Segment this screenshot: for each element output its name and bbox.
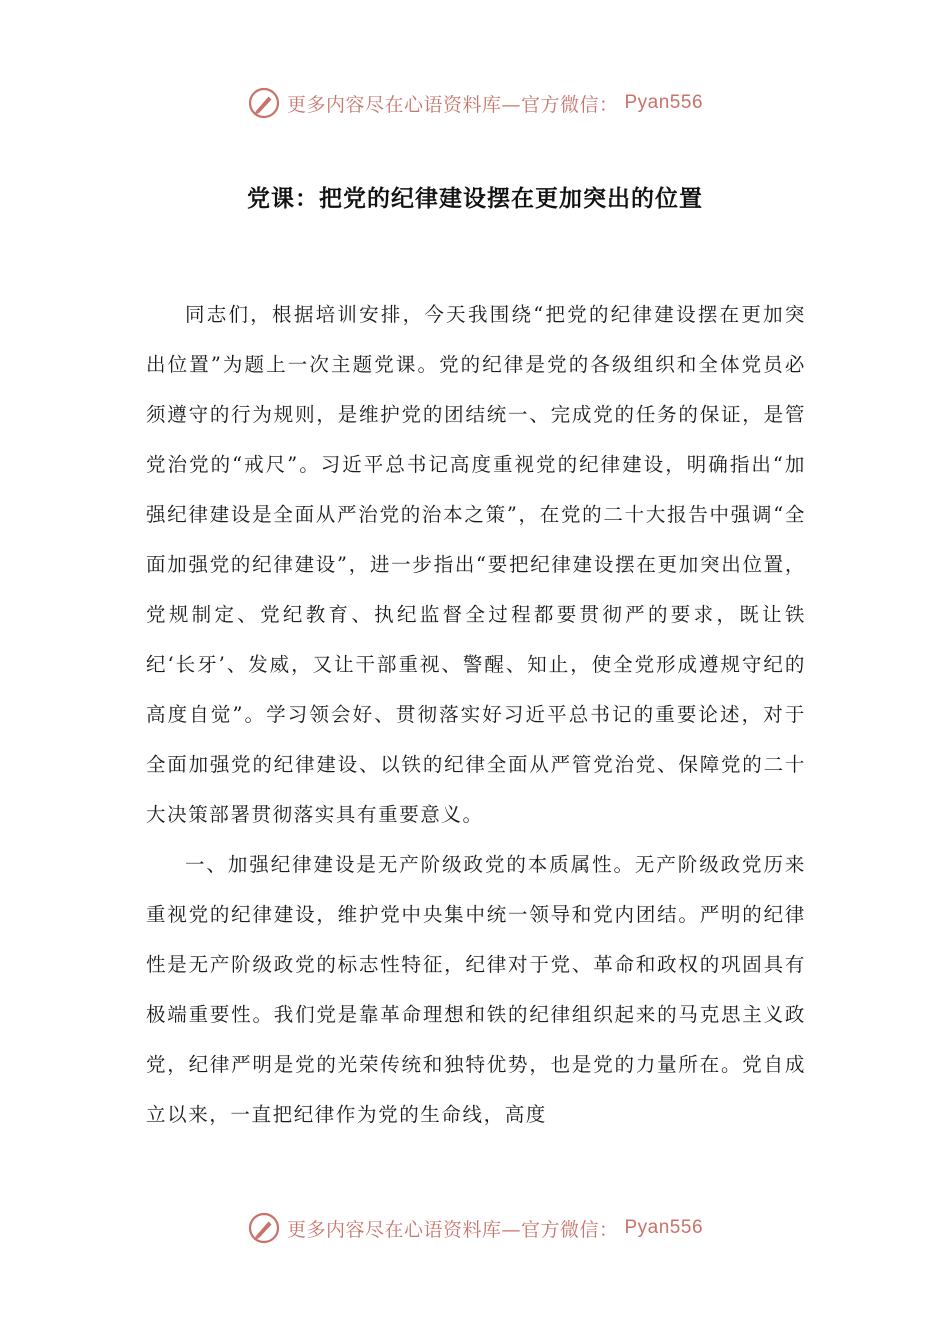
paragraph-intro: 同志们，根据培训安排，今天我围绕“把党的纪律建设摆在更加突出位置”为题上一次主题党课。党的纪律是党的各级组织和全体党员必须遵守的行为规则，是维护党的团结统一、完成党的任务的保证，是管党治党的“戒尺”。习近平总书记高度重视党的纪律建设，明确指出“加强纪律建设是全面从严治党的治本之策”，在党的二十大报告中强调“全面加强党的纪律建设”，进一步指出“要把纪律建设摆在更加突出位置，党规制定、党纪教育、执纪监督全过程都要贯彻严的要求，既让铁纪‘长牙’、发威，又让干部重视、警醒、知止，使全党形成遵规守纪的高度自觉”。学习领会好、贯彻落实好习近平总书记的重要论述，对于全面加强党的纪律建设、以铁的纪律全面从严管党治党、保障党的二十大决策部署贯彻落实具有重要意义。 <box>146 303 806 826</box>
pen-logo-icon <box>247 86 281 120</box>
paragraph-section-one: 一、加强纪律建设是无产阶级政党的本质属性。无产阶级政党历来重视党的纪律建设，维护党中央集中统一领导和党内团结。严明的纪律性是无产阶级政党的标志性特征，纪律对于党、革命和政权的巩固具有极端重要性。我们党是靠革命理想和铁的纪律组织起来的马克思主义政党，纪律严明是党的光荣传统和独特优势，也是党的力量所在。党自成立以来，一直把纪律作为党的生命线，高度 <box>146 853 806 1126</box>
pen-logo-icon <box>247 1211 281 1245</box>
footer-banner <box>0 1211 950 1245</box>
banner-text: 更多内容尽在心语资料库—官方微信： <box>286 1218 619 1241</box>
banner-text: 更多内容尽在心语资料库—官方微信： <box>286 93 619 116</box>
header-banner <box>0 86 950 120</box>
banner-contact: Pyan556 <box>624 92 704 113</box>
banner-contact: Pyan556 <box>624 1217 704 1238</box>
document-title: 党课：把党的纪律建设摆在更加突出的位置 <box>247 186 703 212</box>
document-body <box>146 290 806 1140</box>
